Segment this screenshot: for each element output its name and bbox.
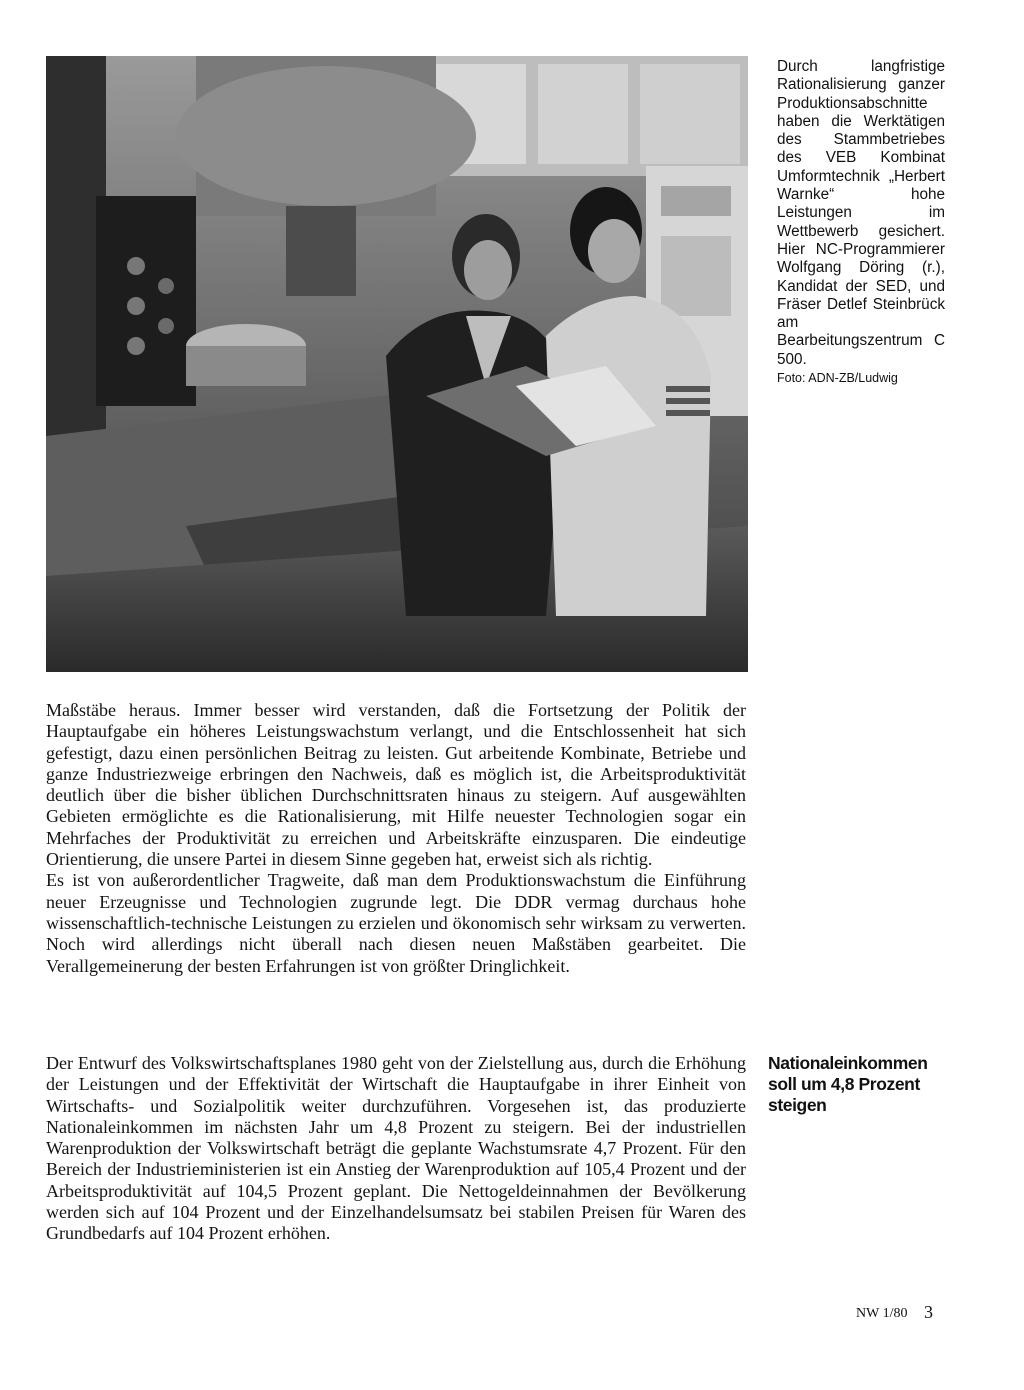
photo-credit: Foto: ADN-ZB/Ludwig: [777, 371, 898, 386]
article-body-bottom: [46, 1053, 746, 1245]
side-heading: Nationaleinkommen soll um 4,8 Prozent steigen: [768, 1053, 928, 1115]
article-body-top: [46, 700, 746, 977]
paragraph-3: Der Entwurf des Volkswirtschaftsplanes 1980 geht von der Zielstellung aus, durch die Erhöhung der Leistungen und der Effektivität der Wirtschaft die Hauptaufgabe in ihrer Einheit von Wirtschafts- und Sozialpolitik weiter durchzuführen. Vorgesehen ist, das produzierte Nationaleinkommen im nächsten Jahr um 4,8 Prozent zu steigern. Bei der industriellen Warenproduktion der Volkswirtschaft beträgt die geplante Wachstumsrate 4,7 Prozent. Für den Bereich der Industrieministerien ist ein Anstieg der Warenproduktion auf 105,4 Prozent und der Arbeitsproduktivität auf 104,5 Prozent geplant. Die Nettogeldeinnahmen der Bevölkerung werden sich auf 104 Prozent und der Einzelhandelsumsatz bei stabilen Preisen für Waren des Grundbedarfs auf 104 Prozent erhöhen.: [46, 1053, 746, 1244]
page-number: 3: [924, 1302, 933, 1322]
issue-number: NW 1/80: [856, 1306, 908, 1321]
caption-text: Durch langfristige Rationalisierung ganzer Produktionsabschnitte haben die Werktätigen des Stammbetriebes des VEB Kombinat Umformtechnik „Herbert Warnke“ hohe Leistungen im Wettbewerb gesichert. Hier NC-Programmierer Wolfgang Döring (r.), Kandidat der SED, und Fräser Detlef Steinbrück am Bearbeitungszentrum C 500.: [777, 58, 945, 368]
photograph-two-workers-at-machine-icon: [46, 56, 748, 672]
photograph: [46, 56, 748, 672]
paragraph-1: Maßstäbe heraus. Immer besser wird verstanden, daß die Fortsetzung der Politik der Hauptaufgabe ein höheres Leistungswachstum verlangt, und die Entschlossenheit hat sich gefestigt, dazu einen persönlichen Beitrag zu leisten. Gut arbeitende Kombinate, Betriebe und ganze Industriezweige erbringen den Nachweis, daß es möglich ist, die Arbeitsproduktivität deutlich über die bisher üblichen Durchschnittsraten hinaus zu steigern. Auf ausgewählten Gebieten ermöglichte es die Rationalisierung, mit Hilfe neuester Technologien sogar ein Mehrfaches der Produktivität zu erreichen und Arbeitskräfte einzusparen. Die eindeutige Orientierung, die unsere Partei in diesem Sinne gegeben hat, erweist sich als richtig.: [46, 700, 746, 870]
photo-caption: [777, 58, 945, 386]
paragraph-2: Es ist von außerordentlicher Tragweite, daß man dem Produktionswachstum die Einführung neuer Erzeugnisse und Technologien zugrunde legt. Die DDR vermag durchaus hohe wissenschaftlich-technische Leistungen zu erzielen und ökonomisch sehr wirksam zu verwerten. Noch wird allerdings nicht überall nach diesen neuen Maßstäben gearbeitet. Die Verallgemeinerung der besten Erfahrungen ist von größter Dringlichkeit.: [46, 870, 746, 976]
